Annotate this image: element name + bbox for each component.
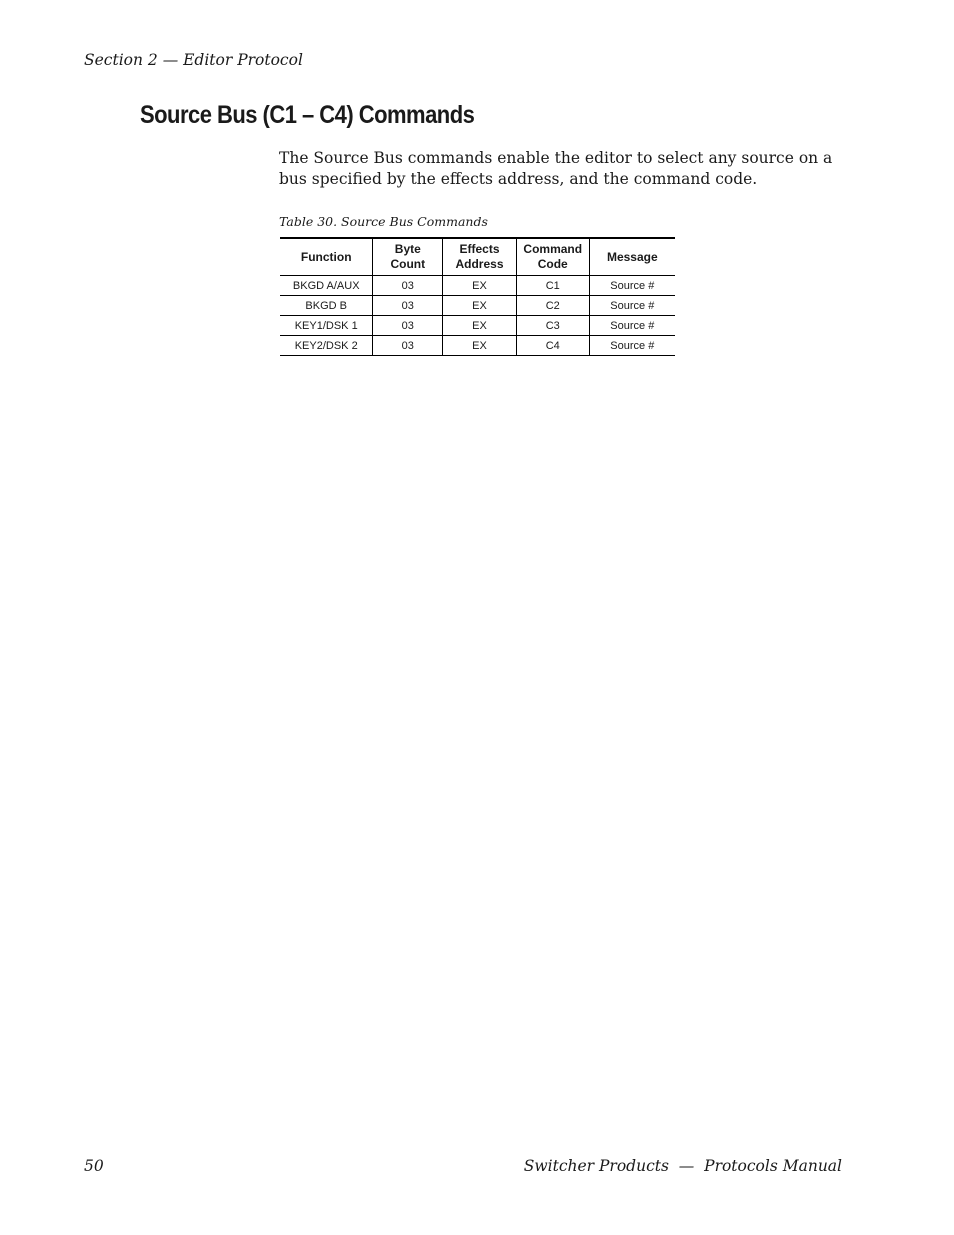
cell-command-code: C1 (516, 276, 589, 296)
cell-effects-address: EX (443, 336, 517, 356)
column-header-command-code (516, 238, 589, 276)
cell-command-code: C4 (516, 336, 589, 356)
source-bus-commands-table (280, 237, 675, 356)
cell-byte-count: 03 (373, 296, 443, 316)
column-header-label: Function (300, 249, 352, 264)
cell-function: BKGD B (280, 296, 373, 316)
column-header-effects-address (443, 238, 517, 276)
cell-effects-address: EX (443, 296, 517, 316)
column-header-label: Effects (459, 242, 500, 256)
table-row (280, 276, 675, 296)
cell-message: Source # (589, 316, 675, 336)
footer-manual-title: Switcher Products — Protocols Manual (523, 1157, 842, 1175)
cell-effects-address: EX (443, 316, 517, 336)
intro-paragraph: The Source Bus commands enable the editor to select any source on a bus specified by the effects address, and the command code. (279, 149, 833, 188)
cell-command-code: C2 (516, 296, 589, 316)
cell-effects-address: EX (443, 276, 517, 296)
page-number: 50 (84, 1157, 104, 1175)
cell-byte-count: 03 (373, 316, 443, 336)
cell-command-code: C3 (516, 316, 589, 336)
column-header-byte-count (373, 238, 443, 276)
column-header-label: Count (390, 257, 426, 271)
column-header-message (589, 238, 675, 276)
table-caption: Table 30. Source Bus Commands (279, 214, 488, 229)
section-title: Source Bus (C1 – C4) Commands (140, 101, 475, 129)
column-header-function (280, 238, 373, 276)
table-row (280, 296, 675, 316)
cell-function: BKGD A/AUX (280, 276, 373, 296)
running-header: Section 2 — Editor Protocol (84, 51, 303, 69)
column-header-label: Code (537, 257, 568, 271)
cell-message: Source # (589, 276, 675, 296)
cell-message: Source # (589, 296, 675, 316)
table-header-row (280, 238, 675, 276)
table-row (280, 316, 675, 336)
column-header-label: Message (606, 249, 658, 264)
table-row (280, 336, 675, 356)
cell-function: KEY1/DSK 1 (280, 316, 373, 336)
cell-message: Source # (589, 336, 675, 356)
cell-function: KEY2/DSK 2 (280, 336, 373, 356)
column-header-label: Byte (394, 242, 421, 256)
cell-byte-count: 03 (373, 276, 443, 296)
column-header-label: Command (523, 242, 583, 256)
cell-byte-count: 03 (373, 336, 443, 356)
column-header-label: Address (455, 257, 504, 271)
